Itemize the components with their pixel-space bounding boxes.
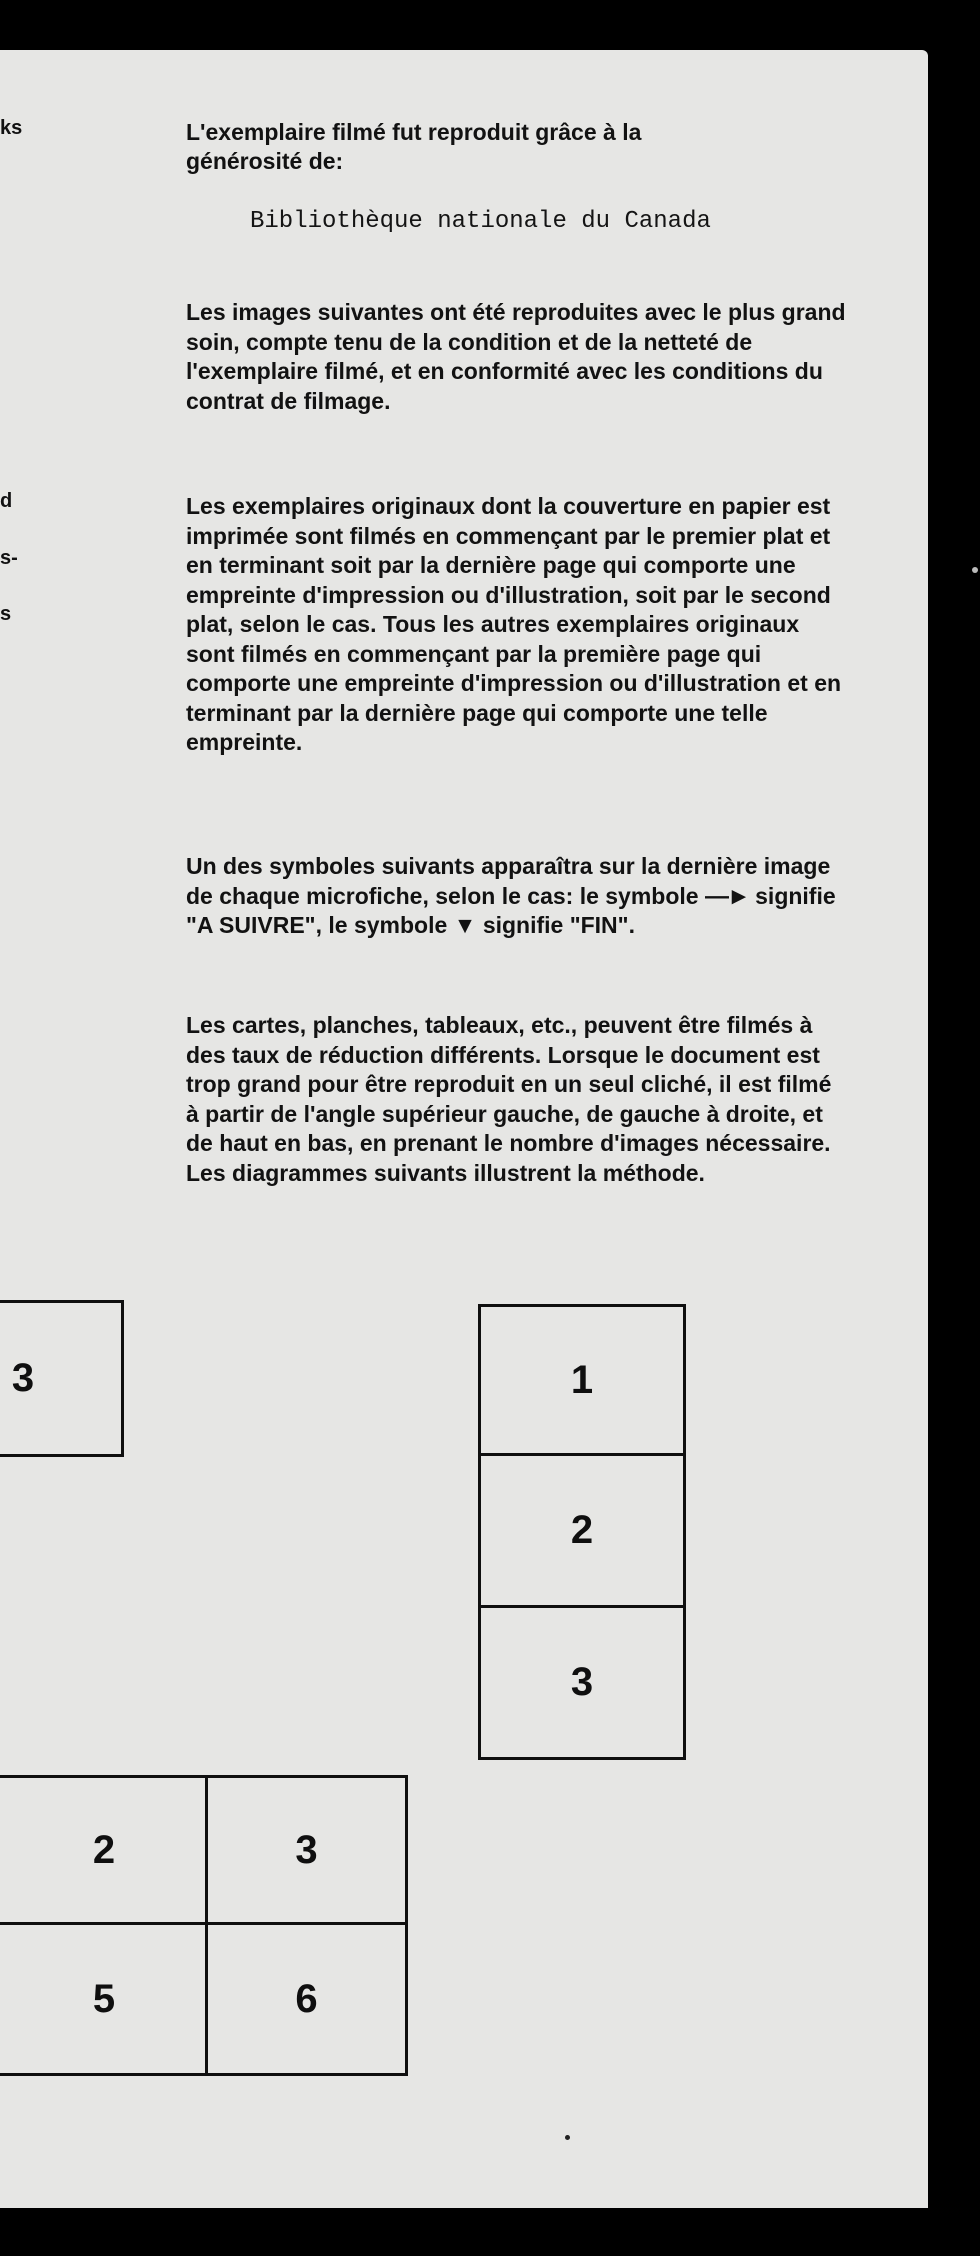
margin-fragment-2: d — [0, 490, 13, 512]
speck — [565, 2135, 570, 2140]
intro-block — [186, 118, 846, 176]
margin-fragment-1: ks — [0, 117, 23, 139]
paragraph-3 — [186, 852, 846, 941]
diagram-grid-label-3: 3 — [295, 1827, 318, 1872]
diagram-grid-cell-2 — [0, 1775, 208, 1925]
paragraph-4: Les cartes, planches, tableaux, etc., peuvent être filmés à des taux de réduction différents. Lorsque le document est trop grand pour être reproduit en un seul cliché, il est filmé à partir de l'angle supérieur gauche, de gauche à droite, et de haut en bas, en prenant le nombre d'images nécessaire. Les diagrammes suivants illustrent la méthode. — [186, 1012, 832, 1186]
diagram-grid-cell-3 — [205, 1775, 408, 1925]
paragraph-3-part-a: Un des symboles suivants apparaîtra sur la dernière image de chaque microfiche, selon le cas: le symbole — [186, 853, 831, 909]
diagram-grid-cell-5 — [0, 1922, 208, 2076]
arrow-symbol-icon: —► — [704, 882, 749, 910]
paragraph-2: Les exemplaires originaux dont la couverture en papier est imprimée sont filmés en commençant par le premier plat et en terminant soit par la dernière page qui comporte une empreinte d'impression ou d'illustration, soit par le second plat, selon le cas. Tous les autres exemplaires originaux sont filmés en commençant par la première page qui comporte une empreinte d'impression ou d'illustration et en terminant par la dernière page qui comporte une telle empreinte. — [186, 493, 842, 755]
diagram-vertical-cell-3 — [478, 1605, 686, 1760]
diagram-left-cell — [0, 1300, 124, 1457]
intro-line-2: générosité de: — [186, 148, 344, 174]
paragraph-3-part-b: signifie "A SUIVRE", le symbole — [186, 882, 836, 938]
margin-fragment-3: s- — [0, 547, 18, 569]
diagram-grid-label-6: 6 — [295, 1976, 318, 2021]
library-name: Bibliothèque nationale du Canada — [250, 208, 711, 235]
top-black-band — [0, 0, 980, 55]
diagram-vertical-label-1: 1 — [570, 1357, 594, 1402]
diagram-grid-cell-6 — [205, 1922, 408, 2076]
diagram-grid-label-2: 2 — [92, 1827, 116, 1872]
diagram-vertical-cell-2 — [478, 1453, 686, 1608]
speck — [972, 567, 978, 573]
margin-fragment-4: s — [0, 603, 12, 625]
diagram-vertical-label-2: 2 — [570, 1508, 594, 1552]
intro-line-1: L'exemplaire filmé fut reproduit grâce à la — [186, 119, 642, 145]
diagram-left-label: 3 — [11, 1356, 35, 1400]
paragraph-3-part-c: signifie "FIN". — [482, 912, 635, 938]
diagram-vertical-cell-1 — [478, 1304, 686, 1456]
diagram-vertical-label-3: 3 — [570, 1660, 594, 1704]
paragraph-1: Les images suivantes ont été reproduites avec le plus grand soin, compte tenu de la condition et de la netteté de l'exemplaire filmé, et en conformité avec les conditions du contrat de filmage. — [186, 299, 846, 414]
triangle-symbol-icon: ▼ — [453, 912, 477, 938]
diagram-grid-label-5: 5 — [92, 1976, 116, 2021]
